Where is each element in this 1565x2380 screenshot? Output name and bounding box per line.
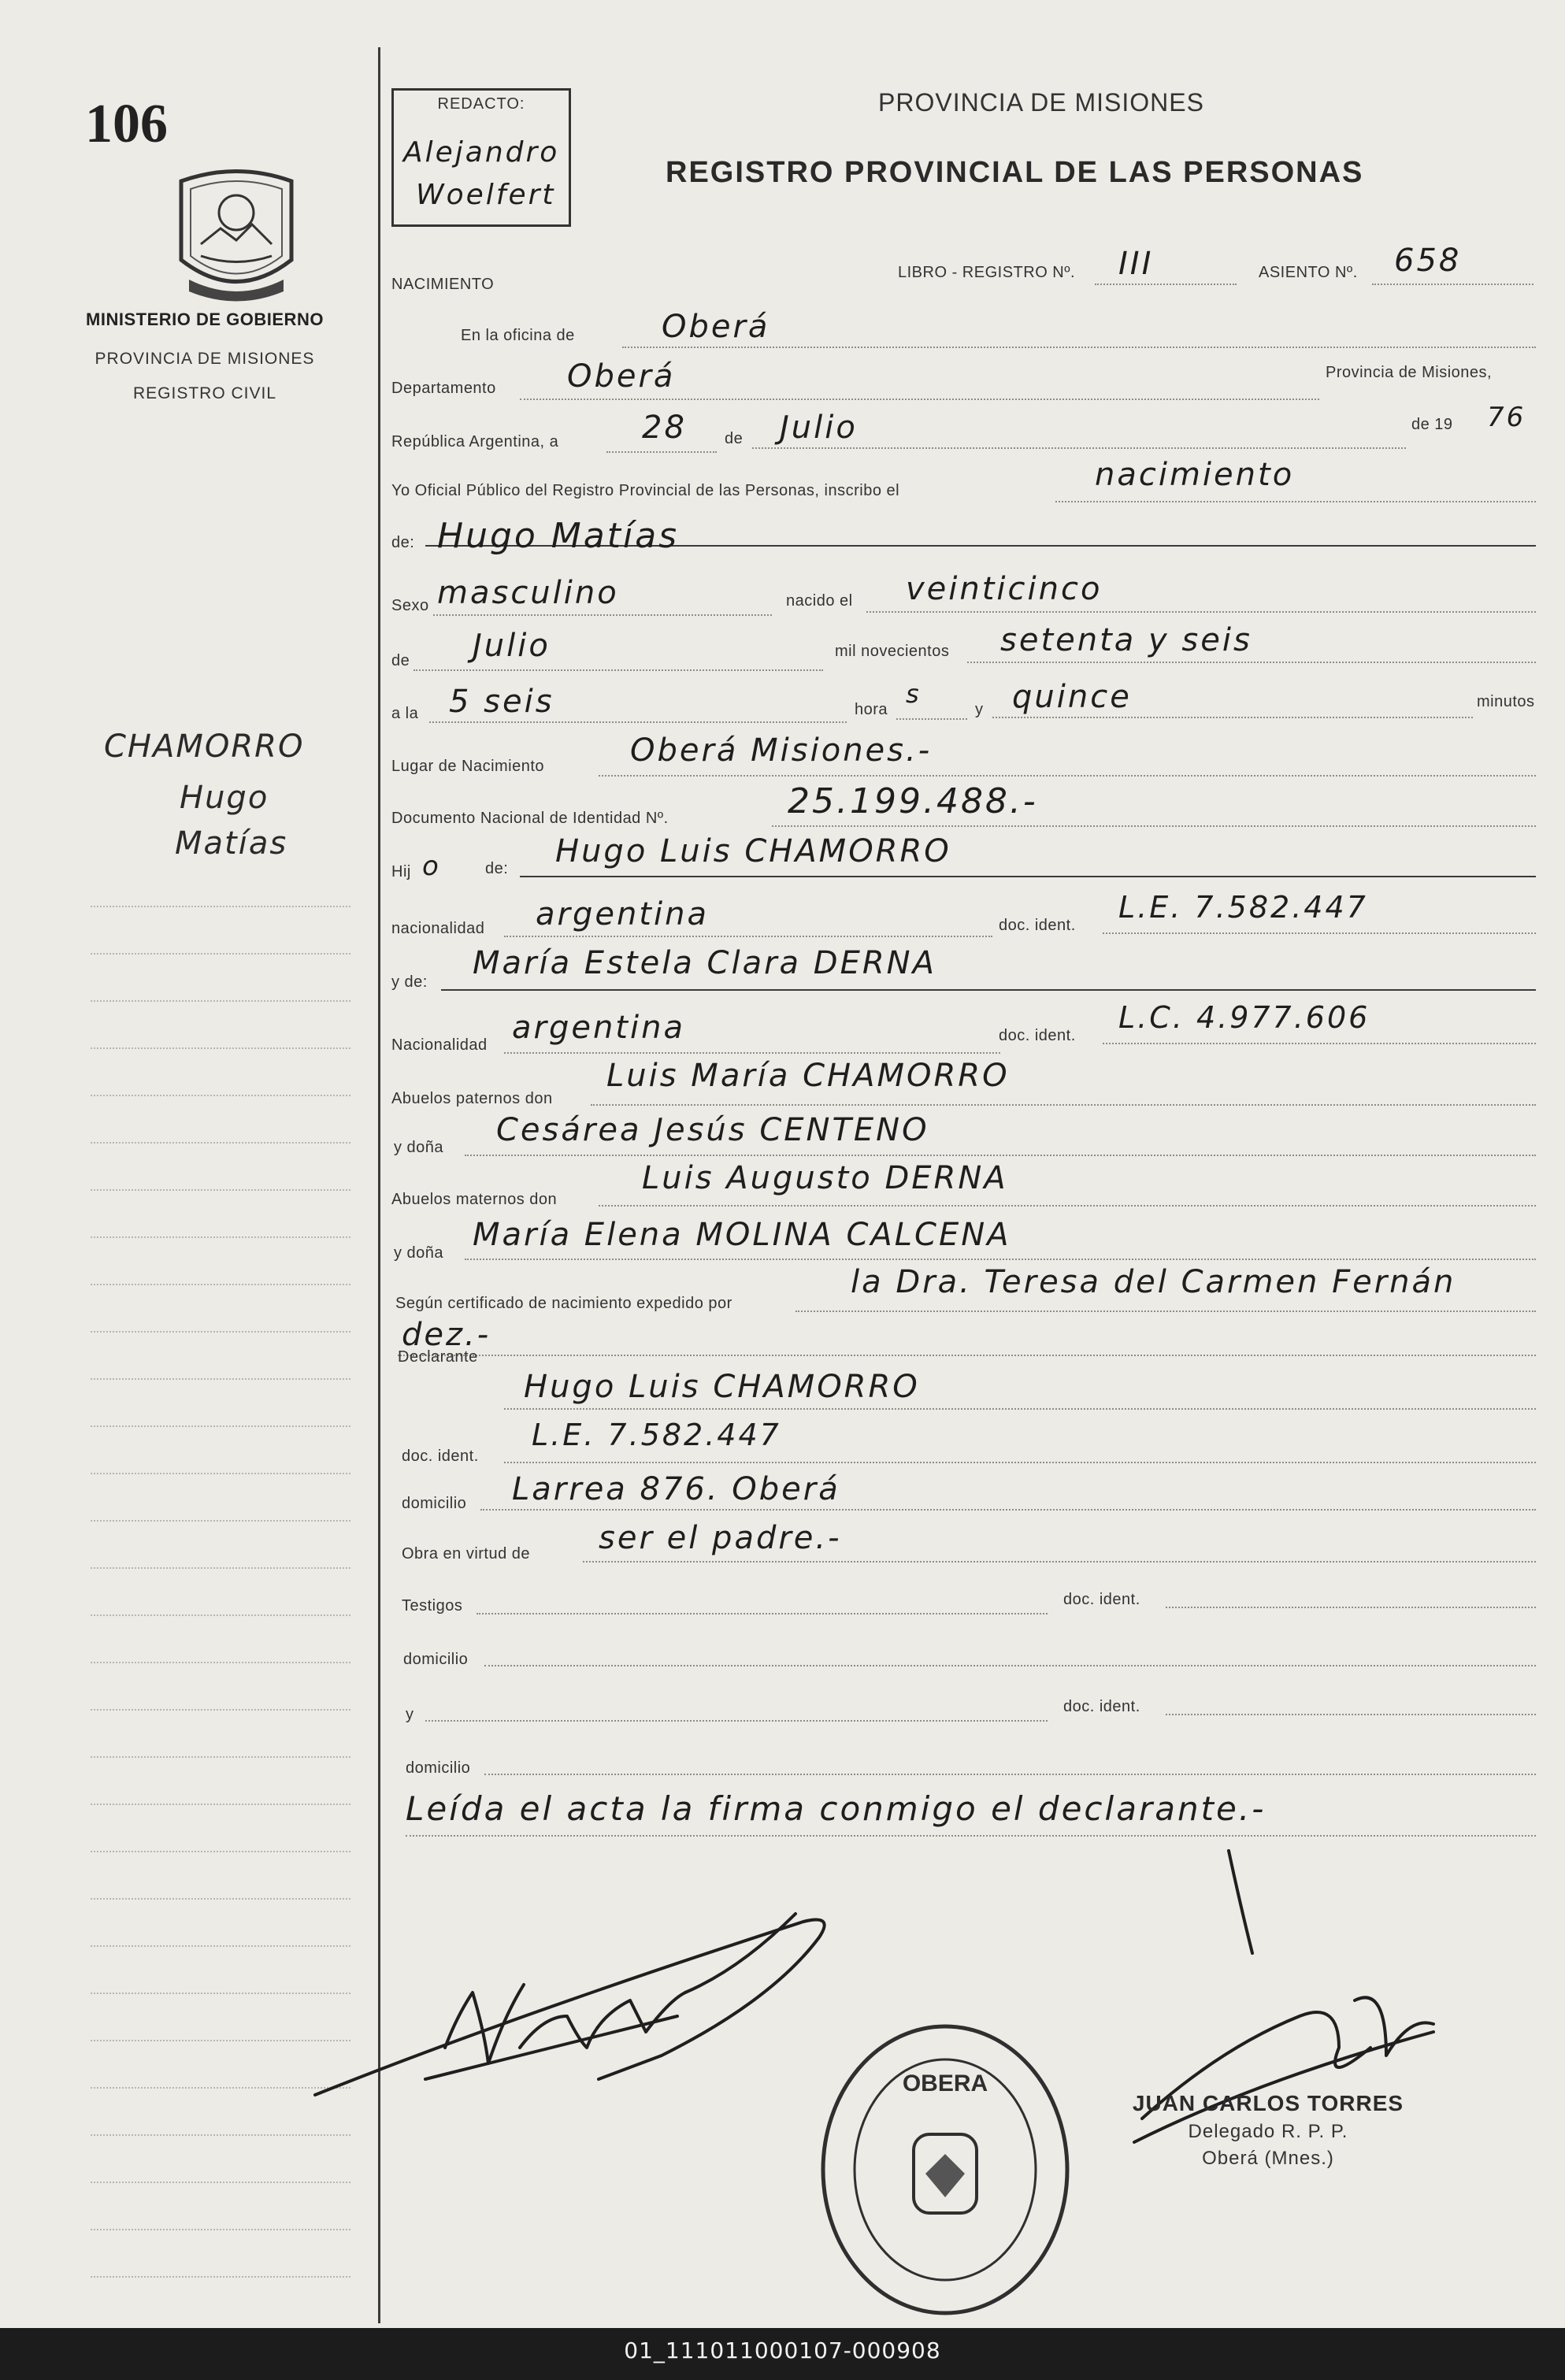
libro-label: LIBRO - REGISTRO Nº. [898, 264, 1076, 281]
docid3-label: doc. ident. [402, 1448, 479, 1465]
segun-value: la Dra. Teresa del Carmen Fernán [851, 1264, 1456, 1300]
seal-town: OBERA [902, 2070, 988, 2096]
docid3-value: L.E. 7.582.447 [532, 1418, 781, 1452]
mes2-value: Julio [473, 628, 551, 664]
hora2-value: s [906, 679, 922, 709]
nac1-label: nacionalidad [391, 920, 485, 937]
province-subheading: PROVINCIA DE MISIONES [95, 350, 315, 368]
declarant-signature [315, 1914, 825, 2095]
civil-registry-subheading: REGISTRO CIVIL [132, 384, 277, 402]
docid5-label: doc. ident. [1063, 1698, 1140, 1715]
domicilio-label: domicilio [402, 1495, 467, 1512]
y2-label: y [406, 1706, 414, 1723]
docid1-label: doc. ident. [999, 917, 1076, 934]
minutos-label: minutos [1477, 693, 1535, 710]
redacto-box [391, 88, 571, 227]
inscribo-value: nacimiento [1095, 457, 1295, 493]
segun-value-2: dez.- [402, 1317, 491, 1353]
nac1-value: argentina [536, 896, 709, 932]
image-id-caption: 01_111011000107-000908 [624, 2337, 941, 2363]
minutos-value: quince [1012, 679, 1132, 715]
ydona1-label: y doña [394, 1139, 444, 1156]
de-label: de [725, 430, 744, 447]
nac2-value: argentina [512, 1010, 685, 1046]
docid1-value: L.E. 7.582.447 [1118, 890, 1368, 925]
republica-label: República Argentina, a [391, 433, 559, 450]
departamento-value: Oberá [567, 358, 676, 395]
margin-first-name: Hugo [180, 780, 269, 816]
domicilio2-label: domicilio [403, 1651, 469, 1668]
de2-label: de: [391, 534, 415, 551]
lugar-value: Oberá Misiones.- [630, 732, 933, 769]
dni-value: 25.199.488.- [788, 781, 1038, 821]
oficina-label: En la oficina de [461, 327, 575, 344]
sexo-value: masculino [437, 575, 619, 611]
oficial-label: Yo Oficial Público del Registro Provincial de las Personas, inscribo el [391, 482, 900, 499]
abpat-value: Luis María CHAMORRO [606, 1058, 1010, 1094]
redactor-surname: Woelfert [416, 179, 556, 211]
madre-value: María Estela Clara DERNA [473, 945, 936, 981]
domicilio-value: Larrea 876. Oberá [512, 1471, 840, 1507]
redactor-first-name: Alejandro [403, 136, 560, 169]
registry-title: REGISTRO PROVINCIAL DE LAS PERSONAS [666, 156, 1364, 189]
redacto-label: REDACTO: [437, 95, 525, 113]
declarante-label: Declarante [398, 1348, 478, 1366]
docid4-label: doc. ident. [1063, 1591, 1140, 1608]
padre-value: Hugo Luis CHAMORRO [555, 833, 951, 869]
margin-surname: CHAMORRO [104, 728, 305, 765]
official-place: Oberá (Mnes.) [1202, 2148, 1334, 2169]
official-stamp [1118, 2091, 1418, 2170]
oficina-value: Oberá [662, 309, 770, 345]
hora-label: hora [855, 701, 888, 718]
abpat-label: Abuelos paternos don [391, 1090, 553, 1107]
docid2-value: L.C. 4.977.606 [1118, 1000, 1370, 1035]
province-title: PROVINCIA DE MISIONES [878, 88, 1204, 117]
folio-number: 106 [85, 94, 168, 154]
ydona2-label: y doña [394, 1244, 444, 1262]
departamento-label: Departamento [391, 380, 496, 397]
domicilio3-label: domicilio [406, 1759, 471, 1777]
nombre-value: Hugo Matías [437, 516, 680, 556]
de3-label: de [391, 652, 410, 669]
hijo-label: Hij [391, 863, 411, 880]
abmat-value: Luis Augusto DERNA [642, 1160, 1008, 1196]
hijo-suffix: o [422, 851, 441, 882]
asiento-label: ASIENTO Nº. [1259, 264, 1358, 281]
registry-seal-icon [815, 2016, 1075, 2323]
yde-label: y de: [391, 973, 428, 991]
hora-value: 5 seis [449, 684, 554, 720]
lugar-label: Lugar de Nacimiento [391, 758, 545, 775]
abpat2-value: Cesárea Jesús CENTENO [496, 1112, 929, 1148]
obra-value: ser el padre.- [599, 1520, 842, 1556]
nacimiento-label: NACIMIENTO [391, 276, 495, 293]
nacido-value: veinticinco [906, 571, 1103, 607]
obra-label: Obra en virtud de [402, 1545, 531, 1563]
y-label: y [975, 701, 984, 718]
libro-value: III [1118, 246, 1154, 282]
de4-label: de: [485, 860, 509, 877]
abmat2-value: María Elena MOLINA CALCENA [473, 1217, 1011, 1253]
nacido-label: nacido el [786, 592, 853, 610]
docid2-label: doc. ident. [999, 1027, 1076, 1044]
sexo-label: Sexo [391, 597, 429, 614]
margin-divider [378, 47, 380, 2323]
anio-letras: setenta y seis [1000, 622, 1252, 658]
closing-statement: Leída el acta la firma conmigo el declarante.- [406, 1789, 1266, 1828]
ministry-heading: MINISTERIO DE GOBIERNO [86, 310, 324, 329]
dni-label: Documento Nacional de Identidad Nº. [391, 810, 669, 827]
testigos-label: Testigos [402, 1597, 463, 1614]
abmat-label: Abuelos maternos don [391, 1191, 558, 1208]
declarante-value: Hugo Luis CHAMORRO [524, 1369, 920, 1405]
asiento-value: 658 [1394, 243, 1462, 279]
mes-value: Julio [780, 410, 858, 446]
official-name: JUAN CARLOS TORRES [1132, 2091, 1404, 2115]
nac2-label: Nacionalidad [391, 1036, 488, 1054]
dia-value: 28 [642, 410, 687, 446]
margin-second-name: Matías [175, 825, 288, 862]
provincia-label: Provincia de Misiones, [1326, 364, 1493, 381]
anio-value: 76 [1487, 402, 1526, 433]
milnov-label: mil novecientos [835, 643, 950, 660]
official-role: Delegado R. P. P. [1188, 2121, 1348, 2142]
segun-label: Según certificado de nacimiento expedido por [395, 1295, 732, 1312]
ala-label: a la [391, 705, 419, 722]
provincial-crest-icon [165, 165, 307, 307]
de19-label: de 19 [1411, 416, 1453, 433]
